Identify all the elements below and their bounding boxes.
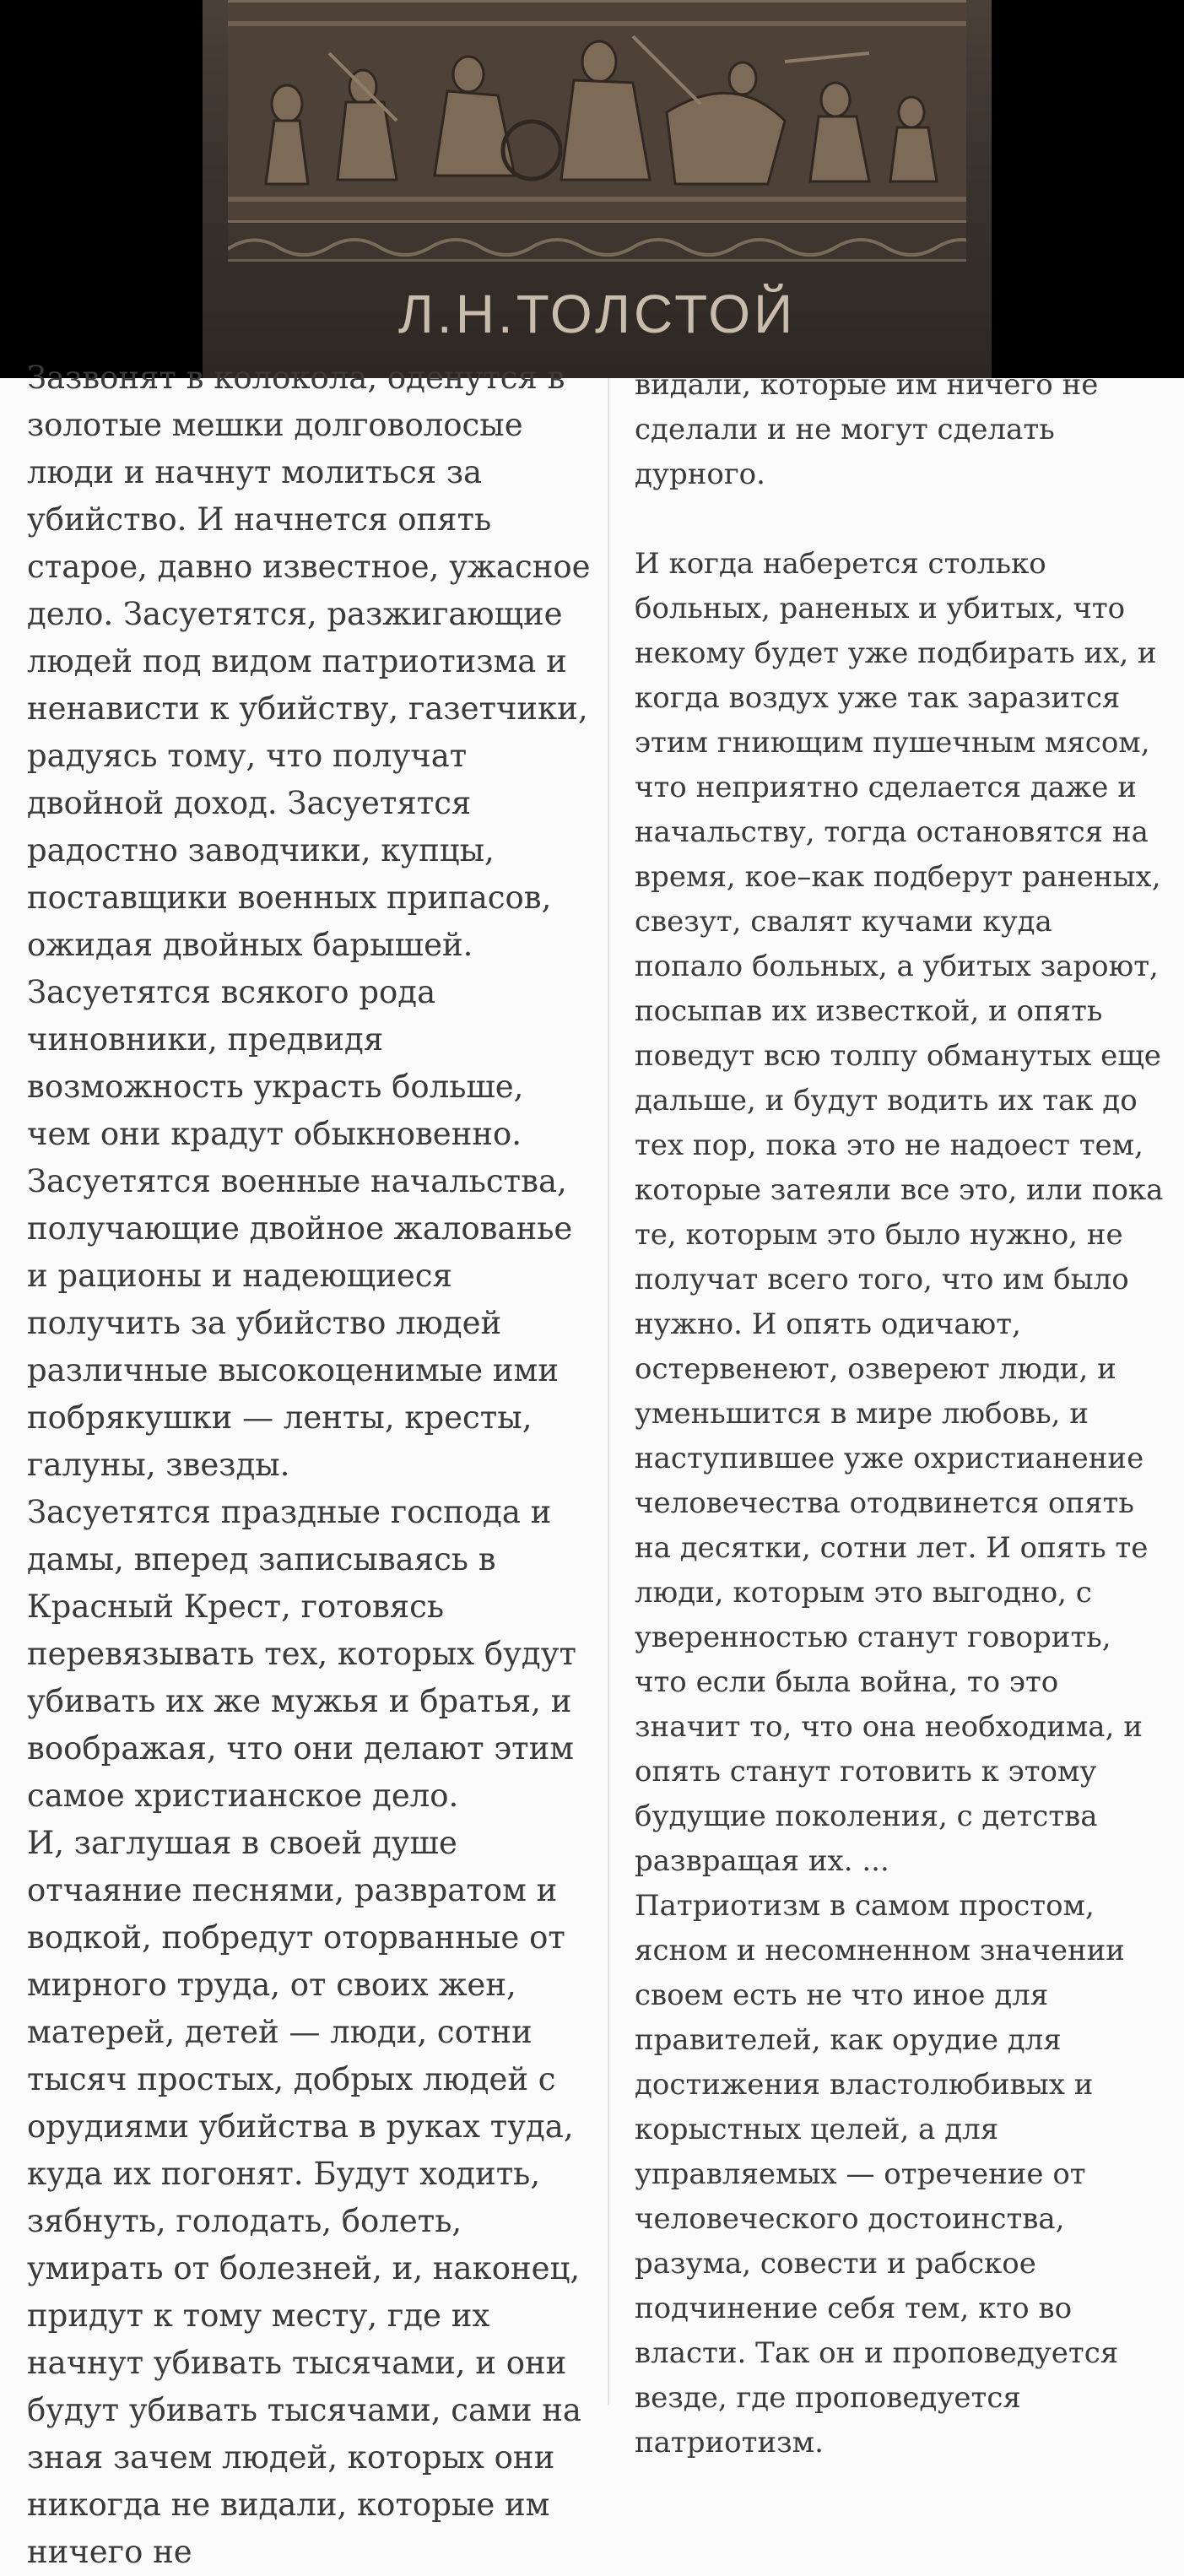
- ornament-band: [228, 224, 966, 262]
- paragraph: Засуетятся праздные господа и дамы, вперед записываясь в Красный Крест, готовясь перевязывать тех, которых будут убивать их же мужья и братья, и воображая, что они делают этим самое христианское дело.: [27, 1494, 576, 1814]
- paragraph: Патриотизм в самом простом, ясном и несомненном значении своем есть не что иное для правителей, как орудие для достижения властолюбивых и корыстных целей, а для управляемых — отречение от человеческого достоинства, разума, совести и рабское подчинение себя тем, кто во власти. Так он и проповедуется везде, где проповедуется патриотизм.: [635, 1889, 1125, 2460]
- ornament-graphic: [228, 224, 966, 259]
- paragraph: И, заглушая в своей душе отчаяние песнями, развратом и водкой, побредут оторванные от мирного труда, от своих жен, матерей, детей — люди, сотни тысяч простых, добрых людей с орудиями убийства в руках туда, куда их погонят. Будут ходить, зябнуть, голодать, болеть, умирать от болезней, и, наконец, придут к тому месту, где их начнут убивать тысячами, и они будут убивать тысячами, сами на зная зачем людей, которых они никогда не видали, которые им ничего не: [27, 1825, 581, 2570]
- right-text-column: [635, 363, 1166, 2465]
- paragraph-gap: [635, 497, 1166, 542]
- cover-banner: [0, 0, 1184, 378]
- relief-frieze-image: [228, 0, 966, 223]
- relief-frieze-graphic: [228, 3, 966, 220]
- column-divider: [608, 378, 609, 2406]
- paragraph: видали, которые им ничего не сделали и не могут сделать дурного.: [635, 368, 1099, 491]
- cover-author-name: Л.Н.ТОЛСТОЙ: [397, 284, 797, 344]
- book-cover: [203, 0, 992, 378]
- paragraph: наступившее уже охристианение человечества отодвинется опять на десятки, сотни лет. И опять те люди, которым это выгодно, с уверенностью станут говорить, что если была война, то это значит то, что она необходима, и опять станут готовить к этому будущие поколения, с детства развращая их. ...: [635, 1442, 1149, 1878]
- left-text-column: [27, 354, 592, 2576]
- paragraph: И когда наберется столько больных, раненых и убитых, что некому будет уже подбирать их, и когда воздух уже так заразится этим гниющим пушечным мясом, что неприятно сделается даже и начальству, тогда остановятся на время, кое–как подберут раненых, свезут, свалят кучами куда попало больных, а убитых зароют, посыпав их известкой, и опять поведут всю толпу обманутых еще дальше, и будут водить их так до тех пор, пока это не надоест тем, которые затеяли все это, или пока те, которым это было нужно, не получат всего того, что им было нужно. И опять одичают, остервенеют, озвереют люди, и уменьшится в мире любовь, и: [635, 547, 1164, 1431]
- paragraph: Зазвонят в колокола, оденутся в золотые мешки долговолосые люди и начнут молиться за убийство. И начнется опять старое, давно известное, ужасное дело. Засуетятся, разжигающие людей под видом патриотизма и ненависти к убийству, газетчики, радуясь тому, что получат двойной доход. Засуетятся радостно заводчики, купцы, поставщики военных припасов, ожидая двойных барышей. Засуетятся всякого рода чиновники, предвидя возможность украсть больше, чем они крадут обыкновенно. Засуетятся военные начальства, получающие двойное жалованье и рационы и надеющиеся получить за убийство людей различные высокоценимые ими побрякушки — ленты, кресты, галуны, звезды.: [27, 360, 591, 1483]
